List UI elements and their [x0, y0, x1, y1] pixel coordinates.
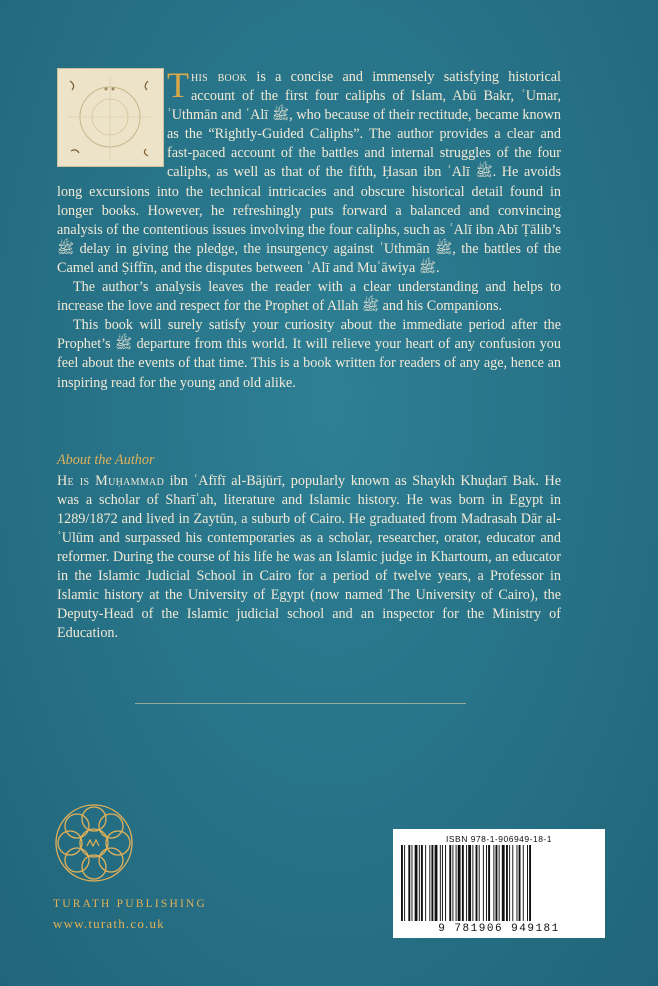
barcode-bar: [479, 845, 480, 921]
barcode-bar: [408, 845, 410, 921]
barcode-bar: [483, 845, 484, 921]
barcode-bar: [419, 845, 420, 921]
publisher-name: TURATH PUBLISHING: [53, 898, 208, 910]
barcode-bar: [496, 845, 498, 921]
about-author-text: [57, 472, 561, 643]
barcode-bar: [529, 845, 531, 921]
barcode-bar: [431, 845, 433, 921]
barcode-bar: [506, 845, 508, 921]
barcode-bar: [425, 845, 426, 921]
barcode-bar: [412, 845, 413, 921]
barcode-bar: [519, 845, 521, 921]
barcode-bar: [527, 845, 528, 921]
barcode-bar: [429, 845, 430, 921]
barcode-bar: [440, 845, 441, 921]
barcode-bar: [499, 845, 500, 921]
barcode-bar: [415, 845, 418, 921]
barcode-bar: [452, 845, 453, 921]
barcode-bar: [449, 845, 451, 921]
drop-cap: T: [167, 65, 189, 105]
barcode-bar: [493, 845, 494, 921]
barcode-bar: [462, 845, 464, 921]
about-lead-in: He is Muḥammad: [57, 473, 165, 489]
divider-rule: [135, 703, 466, 704]
book-description: [57, 65, 561, 393]
about-body: ibn ʿAfīfī al-Bājūrī, popularly known as Shaykh Khuḍarī Bak. He was a scholar of Sharīʿah, literature and Islamic history. He was born in Egypt in 1289/1872 and lived in Zaytūn, a suburb of Cairo. He graduated from Madrasah Dār al-ʿUlūm and surpassed his contemporaries as a scholar, researcher, orator, educator and reformer. During the course of his life he was an Islamic judge in Khartoum, an educator in the Islamic Judicial School in Cairo for a period of twelve years, a Professor in Islamic history at the University of Egypt (now named The University of Cairo), the Deputy-Head of the Islamic judicial school and an inspector for the Ministry of Education.: [57, 473, 561, 641]
barcode-bar: [421, 845, 423, 921]
rosette-logo-icon: [53, 802, 135, 884]
description-paragraph-2: The author’s analysis leaves the reader with a clear understanding and helps to increase the love and respect for the Prophet of Allah ﷺ and his Companions.: [57, 279, 561, 315]
barcode-bar: [456, 845, 457, 921]
barcode-bar: [445, 845, 446, 921]
barcode-bar: [442, 845, 443, 921]
paragraph-1-text: is a concise and immensely satisfying historical account of the first four caliphs of Islam, Abū Bakr, ʿUmar, ʿUthmān and ʿAlī ﷺ, who because of their rectitude, became known as the “Rightly-Guided Caliphs”. The author provides a clear and fast-paced account of the battles and internal struggles of the four caliphs, as well as that of the fifth, Ḥasan ibn ʿAlī ﷺ. He avoids long excursions into the technical intricacies and obscure historical detail found in longer books. However, he refreshingly puts forward a balanced and convincing analysis of the contentious issues involving the four caliphs, such as ʿAlī ibn Abī Ṭālib’s ﷺ delay in giving the pledge, the insurgency against ʿUthmān ﷺ, the battles of the Camel and Ṣiffīn, and the disputes between ʿAlī and Muʿāwiya ﷺ.: [57, 69, 561, 276]
publisher-logo: [53, 802, 135, 884]
barcode-bar: [488, 845, 490, 921]
isbn-digits: 9 781906 949181: [438, 923, 560, 935]
about-author-heading: About the Author: [57, 452, 155, 468]
barcode-bar: [512, 845, 513, 921]
barcode-bar: [523, 845, 524, 921]
lead-in: his book: [191, 69, 248, 85]
barcode-bar: [435, 845, 438, 921]
description-paragraph-1: [57, 65, 561, 278]
barcode-bar: [468, 845, 471, 921]
barcode-bar: [486, 845, 487, 921]
barcode-bar: [458, 845, 461, 921]
barcode-bar: [517, 845, 518, 921]
barcode-bar: [509, 845, 510, 921]
barcode-bar: [472, 845, 473, 921]
description-paragraph-3: This book will surely satisfy your curiosity about the immediate period after the Prophet’s ﷺ departure from this world. It will relieve your heart of any confusion you feel about the events of that time. This is a book written for readers of any age, hence an inspiring read for the young and old alike.: [57, 317, 561, 391]
isbn-label: ISBN 978-1-906949-18-1: [446, 834, 552, 844]
barcode-bar: [476, 845, 478, 921]
barcode-bar: [404, 845, 405, 921]
barcode-bar: [502, 845, 505, 921]
barcode-bar: [401, 845, 403, 921]
barcode-bar: [466, 845, 467, 921]
isbn-barcode: [393, 829, 605, 938]
publisher-website: www.turath.co.uk: [53, 916, 165, 931]
barcode-bars: [399, 845, 599, 921]
